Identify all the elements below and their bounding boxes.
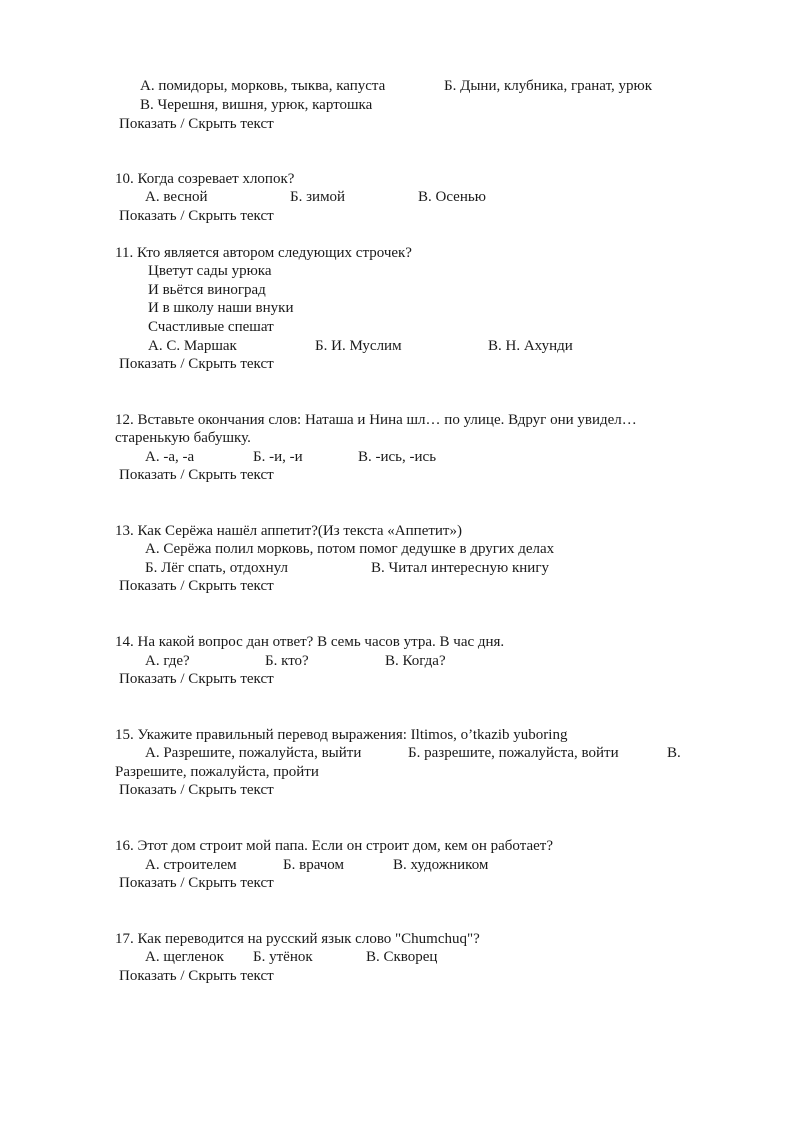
q12-option-c: В. -ись, -ись <box>358 449 437 465</box>
q16-option-c: В. художником <box>393 857 489 873</box>
q11-poem-line: И в школу наши внуки <box>148 300 294 316</box>
q11-poem-line: Цветут сады урюка <box>148 263 272 279</box>
q11-toggle-link[interactable]: Показать / Скрыть текст <box>119 356 274 372</box>
q13-option-b: Б. Лёг спать, отдохнул <box>145 560 288 576</box>
q15-option-b: Б. разрешите, пожалуйста, войти <box>408 745 619 761</box>
q12-question: 12. Вставьте окончания слов: Наташа и Нина шл… по улице. Вдруг они увидел… <box>115 412 637 428</box>
q10-toggle-link[interactable]: Показать / Скрыть текст <box>119 208 274 224</box>
q17-toggle-link[interactable]: Показать / Скрыть текст <box>119 968 274 984</box>
q15-option-c: Разрешите, пожалуйста, пройти <box>115 764 319 780</box>
q10-option-b: Б. зимой <box>290 189 346 205</box>
q15-toggle-link[interactable]: Показать / Скрыть текст <box>119 782 274 798</box>
q11-poem-line: И вьётся виноград <box>148 282 266 298</box>
q13-question: 13. Как Серёжа нашёл аппетит?(Из текста «Аппетит») <box>115 523 462 539</box>
q14-option-c: В. Когда? <box>385 653 446 669</box>
q12-question-continued: старенькую бабушку. <box>115 430 251 446</box>
q11-option-c: В. Н. Ахунди <box>488 338 573 354</box>
q14-toggle-link[interactable]: Показать / Скрыть текст <box>119 671 274 687</box>
q15-option-a: А. Разрешите, пожалуйста, выйти <box>145 745 362 761</box>
q17-option-b: Б. утёнок <box>253 949 313 965</box>
q13-option-a: А. Серёжа полил морковь, потом помог дедушке в других делах <box>145 541 555 557</box>
q13-option-c: В. Читал интересную книгу <box>371 560 549 576</box>
q12-toggle-link[interactable]: Показать / Скрыть текст <box>119 467 274 483</box>
q12-option-a: А. -а, -а <box>145 449 195 465</box>
q17-question: 17. Как переводится на русский язык слово "Chumchuq"? <box>115 931 480 947</box>
q16-option-a: А. строителем <box>145 857 237 873</box>
q9-toggle-link[interactable]: Показать / Скрыть текст <box>119 116 274 132</box>
q17-option-c: В. Скворец <box>366 949 438 965</box>
q9-option-c: В. Черешня, вишня, урюк, картошка <box>140 97 373 113</box>
q11-option-b: Б. И. Муслим <box>315 338 402 354</box>
q16-toggle-link[interactable]: Показать / Скрыть текст <box>119 875 274 891</box>
q11-option-a: А. С. Маршак <box>148 338 237 354</box>
q13-toggle-link[interactable]: Показать / Скрыть текст <box>119 578 274 594</box>
q12-option-b: Б. -и, -и <box>253 449 303 465</box>
q16-option-b: Б. врачом <box>283 857 345 873</box>
q9-option-a: А. помидоры, морковь, тыква, капуста <box>140 78 386 94</box>
q10-option-c: В. Осенью <box>418 189 486 205</box>
q14-question: 14. На какой вопрос дан ответ? В семь часов утра. В час дня. <box>115 634 505 650</box>
q11-poem-line: Счастливые спешат <box>148 319 274 335</box>
q16-question: 16. Этот дом строит мой папа. Если он строит дом, кем он работает? <box>115 838 554 854</box>
q9-option-b: Б. Дыни, клубника, гранат, урюк <box>444 78 652 94</box>
q17-option-a: А. щегленок <box>145 949 224 965</box>
q14-option-a: А. где? <box>145 653 190 669</box>
q15-option-c-prefix: В. <box>667 745 681 761</box>
q15-question: 15. Укажите правильный перевод выражения: Iltimos, o’tkazib yuboring <box>115 727 568 743</box>
q11-question: 11. Кто является автором следующих строчек? <box>115 245 412 261</box>
q14-option-b: Б. кто? <box>265 653 309 669</box>
q10-option-a: А. весной <box>145 189 208 205</box>
q10-question: 10. Когда созревает хлопок? <box>115 171 295 187</box>
